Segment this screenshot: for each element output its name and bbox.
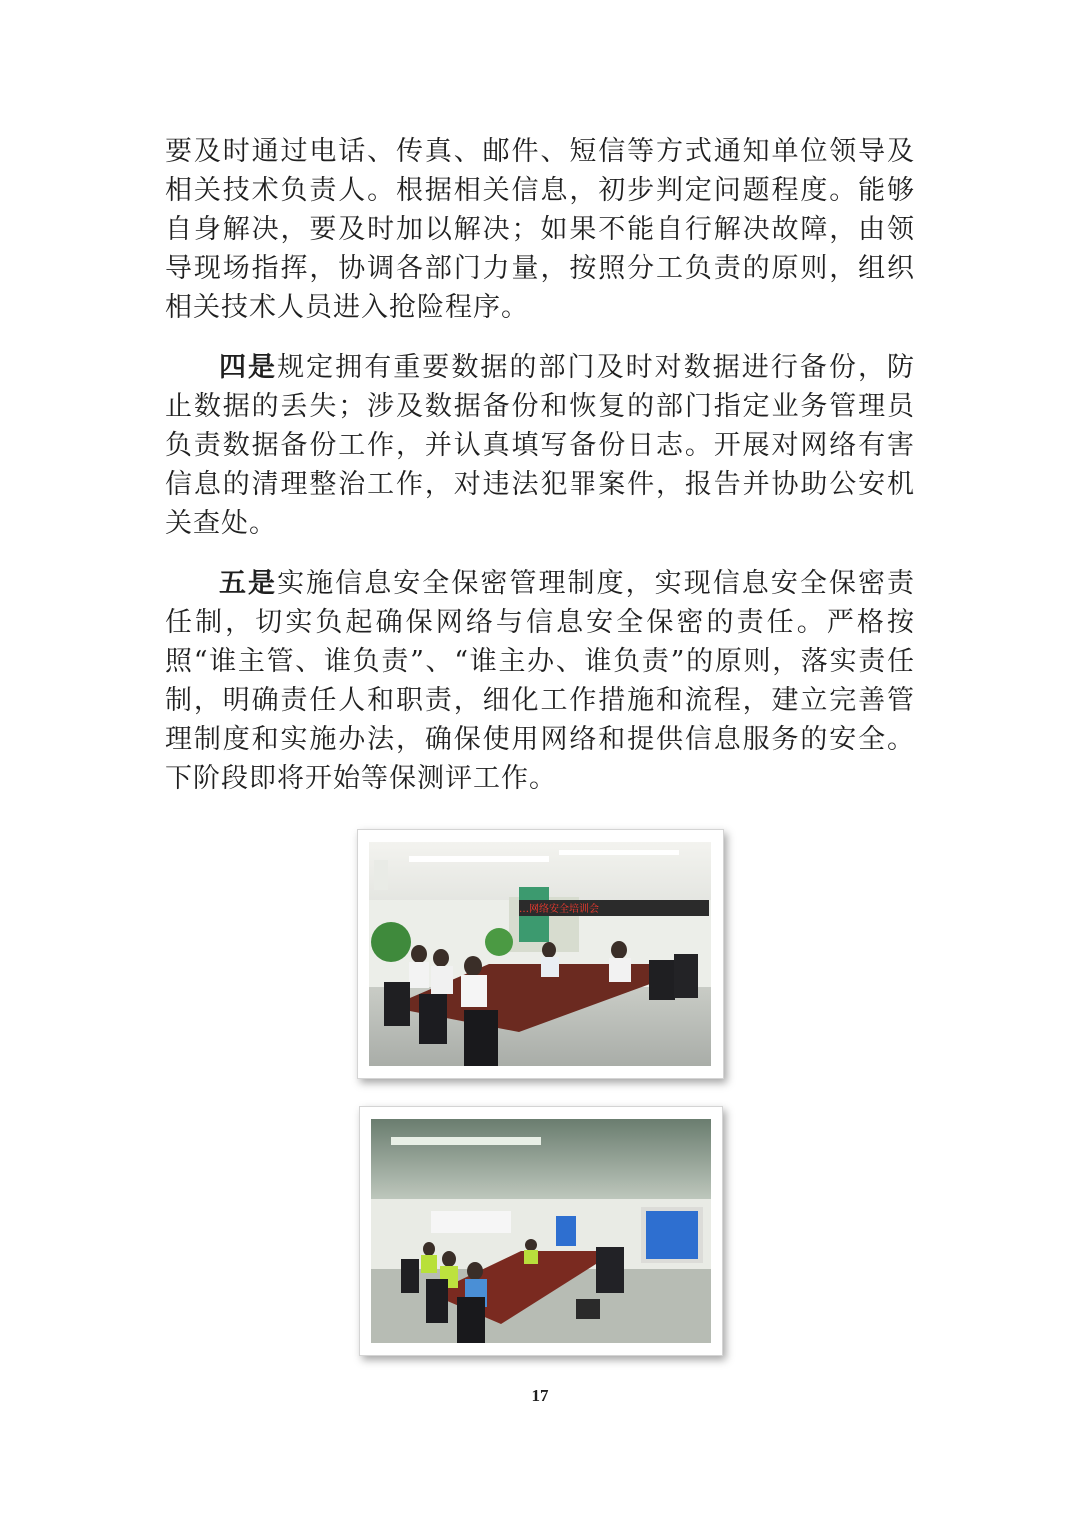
paragraph-emergency-response [165, 132, 915, 327]
page-number: 17 [531, 1386, 549, 1405]
paragraph-body: 规定拥有重要数据的部门及时对数据进行备份，防止数据的丢失；涉及数据备份和恢复的部门指定业务管理员负责数据备份工作，并认真填写备份日志。开展对网络有害信息的清理整治工作，对违法犯罪案件，报告并协助公安机关查处。 [165, 352, 916, 539]
paragraph-body: 实施信息安全保密管理制度，实现信息安全保密责任制，切实负起确保网络与信息安全保密的责任。严格按照“谁主管、谁负责”、“谁主办、谁负责”的原则，落实责任制，明确责任人和职责，细化工作措施和流程，建立完善管理制度和实施办法，确保使用网络和提供信息服务的安全。下阶段即将开始等保测评工作。 [165, 568, 916, 794]
banner-text: …网络安全培训会 [519, 904, 599, 915]
meeting-photo-frame [359, 1106, 723, 1356]
wall-screen [646, 1211, 698, 1259]
paragraph-security-confidentiality [165, 564, 915, 798]
paragraph-body: 要及时通过电话、传真、邮件、短信等方式通知单位领导及相关技术负责人。根据相关信息，初步判定问题程度。能够自身解决，要及时加以解决；如果不能自行解决故障，由领导现场指挥，协调各部门力量，按照分工负责的原则，组织相关技术人员进入抢险程序。 [165, 136, 915, 323]
meeting-photo-frame [357, 829, 724, 1079]
meeting-photo [371, 1119, 711, 1343]
paragraph-data-backup [165, 348, 915, 543]
meeting-photo [369, 842, 711, 1066]
paragraph-lead: 四是 [219, 352, 278, 383]
paragraph-lead: 五是 [219, 568, 278, 599]
